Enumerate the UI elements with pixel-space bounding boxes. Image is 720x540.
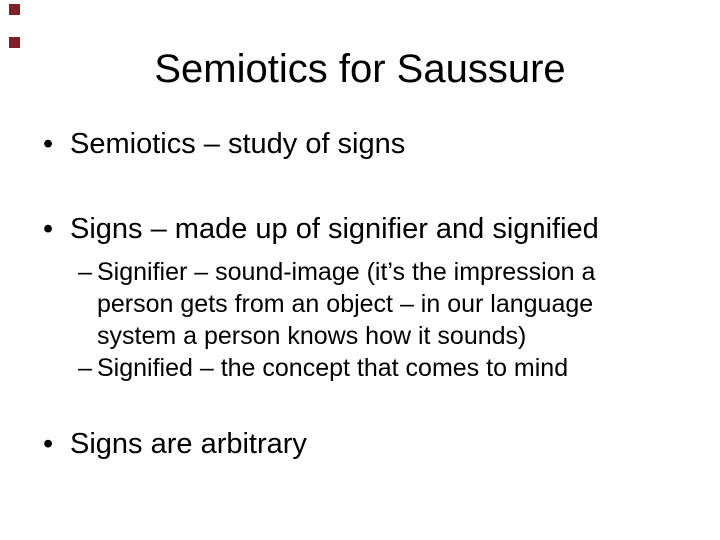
decor-square xyxy=(9,4,20,15)
bullet-marker: • xyxy=(43,213,54,245)
sub-bullet-item xyxy=(78,256,595,352)
sub-bullet-text-line: Signified – the concept that comes to mind xyxy=(97,354,569,382)
bullet-text: Signs – made up of signifier and signified xyxy=(70,213,599,245)
bullet-item xyxy=(43,428,307,460)
sub-bullet-marker: – xyxy=(78,258,92,286)
slide-title: Semiotics for Saussure xyxy=(154,47,566,91)
bullet-marker: • xyxy=(43,428,54,460)
sub-bullet-text-line: person gets from an object – in our language xyxy=(97,290,594,318)
sub-bullet-text-line: system a person knows how it sounds) xyxy=(97,322,527,350)
bullet-item xyxy=(43,213,599,245)
bullet-text: Signs are arbitrary xyxy=(70,428,307,460)
bullet-item xyxy=(43,128,405,160)
bullet-text: Semiotics – study of signs xyxy=(70,128,406,160)
bullet-marker: • xyxy=(43,128,54,160)
sub-bullet-marker: – xyxy=(78,354,92,382)
sub-bullet-item xyxy=(78,352,568,384)
sub-bullet-text-line: Signifier – sound-image (it’s the impression a xyxy=(97,258,596,286)
decor-square xyxy=(9,37,20,48)
